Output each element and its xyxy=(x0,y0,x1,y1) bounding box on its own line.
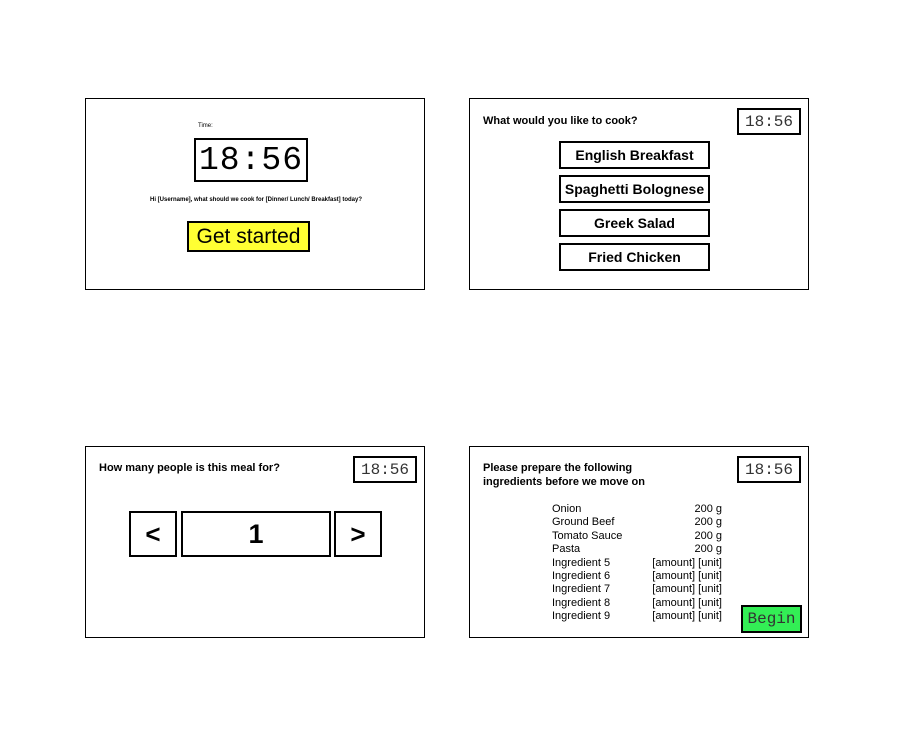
ingredient-name: Ground Beef xyxy=(552,516,615,529)
ingredients-heading-line-1: Please prepare the following xyxy=(483,462,633,474)
recipe-button-english-breakfast[interactable]: English Breakfast xyxy=(559,141,710,169)
recipe-button-spaghetti-bolognese[interactable]: Spaghetti Bolognese xyxy=(559,175,710,203)
ingredient-name: Ingredient 8 xyxy=(552,596,611,609)
clock-display: 18:56 xyxy=(737,456,801,483)
list-item xyxy=(552,530,722,543)
ingredient-list xyxy=(552,503,722,624)
decrement-button[interactable]: < xyxy=(129,511,177,557)
servings-screen xyxy=(85,446,425,638)
ingredient-amount: 200 g xyxy=(694,516,722,529)
ingredient-name: Ingredient 9 xyxy=(552,610,611,623)
list-item xyxy=(552,583,722,596)
list-item xyxy=(552,597,722,610)
time-label: Time: xyxy=(198,123,213,129)
ingredient-amount: [amount] [unit] xyxy=(652,569,722,582)
recipe-select-screen xyxy=(469,98,809,290)
clock-display: 18:56 xyxy=(737,108,801,135)
ingredients-heading-line-2: ingredients before we move on xyxy=(483,476,645,488)
list-item xyxy=(552,557,722,570)
get-started-button[interactable]: Get started xyxy=(187,221,310,252)
ingredient-amount: 200 g xyxy=(694,543,722,556)
ingredient-amount: [amount] [unit] xyxy=(652,610,722,623)
ingredients-heading xyxy=(483,461,683,489)
greeting-text: Hi [Username], what should we cook for [Dinner/ Lunch/ Breakfast] today? xyxy=(149,197,363,203)
list-item xyxy=(552,570,722,583)
list-item xyxy=(552,516,722,529)
ingredient-name: Ingredient 5 xyxy=(552,556,611,569)
ingredient-name: Ingredient 6 xyxy=(552,569,611,582)
list-item xyxy=(552,610,722,623)
begin-button[interactable]: Begin xyxy=(741,605,802,633)
ingredient-amount: 200 g xyxy=(694,529,722,542)
recipe-button-fried-chicken[interactable]: Fried Chicken xyxy=(559,243,710,271)
welcome-screen xyxy=(85,98,425,290)
clock-display: 18:56 xyxy=(353,456,417,483)
recipe-button-greek-salad[interactable]: Greek Salad xyxy=(559,209,710,237)
ingredient-name: Onion xyxy=(552,503,582,515)
increment-button[interactable]: > xyxy=(334,511,382,557)
ingredient-name: Ingredient 7 xyxy=(552,583,611,596)
ingredient-amount: [amount] [unit] xyxy=(652,596,722,609)
ingredients-screen xyxy=(469,446,809,638)
ingredient-amount: [amount] [unit] xyxy=(652,556,722,569)
servings-question-heading: How many people is this meal for? xyxy=(99,462,280,474)
ingredient-name: Pasta xyxy=(552,543,581,556)
ingredient-amount: [amount] [unit] xyxy=(652,583,722,596)
clock-display: 18:56 xyxy=(194,138,308,182)
ingredient-name: Tomato Sauce xyxy=(552,529,623,542)
ingredient-amount: 200 g xyxy=(694,503,722,515)
list-item xyxy=(552,503,722,516)
list-item xyxy=(552,543,722,556)
servings-count: 1 xyxy=(181,511,331,557)
recipe-question-heading: What would you like to cook? xyxy=(483,115,638,127)
